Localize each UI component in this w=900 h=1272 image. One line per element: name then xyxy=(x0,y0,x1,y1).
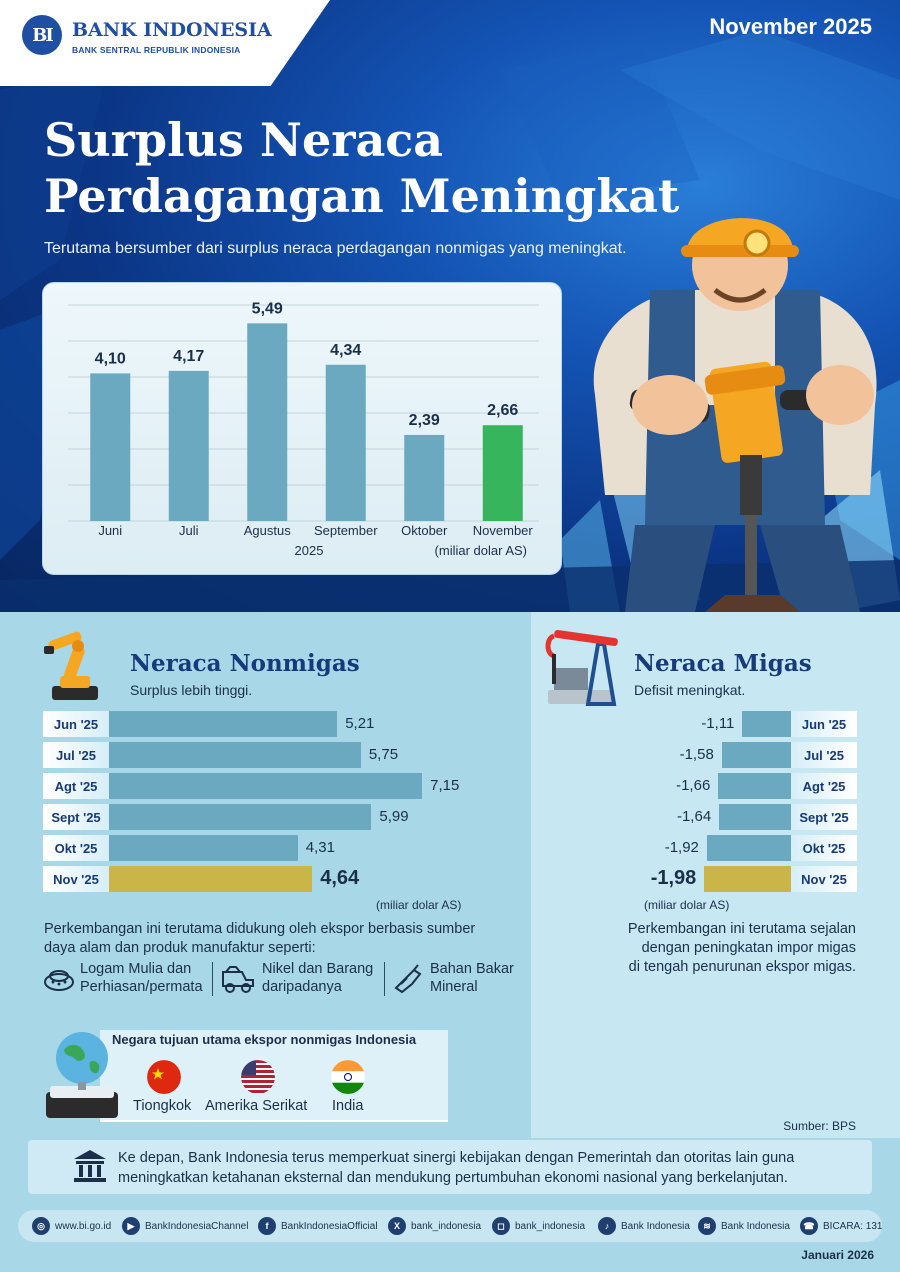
destinations-title: Negara tujuan utama ekspor nonmigas Indonesia xyxy=(112,1032,417,1047)
bar-oktober xyxy=(404,435,444,521)
india-flag-icon xyxy=(331,1060,365,1094)
bar-value-label: 5,21 xyxy=(345,715,375,732)
social-link-label: bank_indonesia xyxy=(411,1220,482,1232)
usa-flag-icon xyxy=(241,1060,275,1094)
x-tick-label: Juli xyxy=(178,523,199,538)
bar-row xyxy=(109,773,422,799)
org-subtitle: BANK SENTRAL REPUBLIK INDONESIA xyxy=(72,45,241,55)
migas-description xyxy=(628,920,856,977)
data-source: Sumber: BPS xyxy=(783,1119,856,1133)
product-jewelry-line-1: Logam Mulia dan xyxy=(80,961,192,977)
migas-description-line-3: di tengah penurunan ekspor migas. xyxy=(628,959,856,975)
bar-row xyxy=(109,835,298,861)
trade-balance-bar-chart xyxy=(43,283,563,576)
migas-subtitle: Defisit meningkat. xyxy=(634,682,746,698)
product-item-jewelry xyxy=(80,960,203,996)
x-tick-label: Juni xyxy=(98,523,123,538)
social-link-instagram[interactable] xyxy=(492,1216,585,1236)
social-link-label: Bank Indonesia xyxy=(721,1220,790,1232)
bar-value-label: 4,34 xyxy=(330,341,362,359)
month-label: Nov '25 xyxy=(791,866,857,892)
social-link-label: Bank Indonesia xyxy=(621,1220,690,1232)
x-tick-label: Oktober xyxy=(401,523,448,538)
nonmigas-description: Perkembangan ini terutama didukung oleh ekspor berbasis sumber daya alam dan produk manufaktur seperti: xyxy=(44,921,476,956)
social-link-tiktok[interactable] xyxy=(598,1216,690,1236)
product-nickel-line-1: Nikel dan Barang xyxy=(262,961,374,977)
migas-unit: (miliar dolar AS) xyxy=(644,898,730,912)
hero-section xyxy=(0,0,900,612)
product-fuel-line-1: Bahan Bakar xyxy=(430,961,514,977)
migas-description-line-1: Perkembangan ini terutama sejalan xyxy=(627,921,856,937)
country-usa: Amerika Serikat xyxy=(205,1098,308,1114)
bar-row xyxy=(109,866,312,892)
social-link-youtube[interactable] xyxy=(122,1216,248,1236)
x-tick-label: September xyxy=(313,523,378,538)
org-name: BANK INDONESIA xyxy=(72,19,272,41)
bar-value-label: 5,99 xyxy=(379,808,409,825)
migas-description-line-2: dengan peningkatan impor migas xyxy=(641,940,856,956)
bar-juni xyxy=(90,373,130,521)
month-label: Jun '25 xyxy=(791,711,857,737)
x-tick-label: November xyxy=(472,523,533,538)
nonmigas-unit: (miliar dolar AS) xyxy=(376,898,462,912)
month-label: Sept '25 xyxy=(43,804,109,830)
bar-row xyxy=(109,711,337,737)
bar-row xyxy=(742,711,791,737)
product-item-fuel xyxy=(430,960,514,996)
month-label: Okt '25 xyxy=(791,835,857,861)
chart-unit-label: (miliar dolar AS) xyxy=(434,543,527,558)
bar-value-label: -1,64 xyxy=(676,808,712,825)
month-label: Agt '25 xyxy=(791,773,857,799)
nonmigas-subtitle: Surplus lebih tinggi. xyxy=(130,682,253,698)
social-link-bicara[interactable] xyxy=(800,1216,882,1236)
month-label: Jun '25 xyxy=(43,711,109,737)
country-india: India xyxy=(332,1098,364,1114)
bar-row xyxy=(109,804,371,830)
bar-value-label: 4,31 xyxy=(305,839,335,856)
bar-value-label: 4,17 xyxy=(173,347,205,365)
title-line-1: Surplus Neraca xyxy=(44,113,444,167)
bar-row xyxy=(109,742,361,768)
instagram-icon: ◻ xyxy=(492,1217,510,1235)
miner-with-jackhammer-illustration xyxy=(575,195,900,612)
mining-truck-icon xyxy=(220,964,256,994)
country-china: Tiongkok xyxy=(133,1098,192,1114)
month-label: Sept '25 xyxy=(791,804,857,830)
bar-value-label: -1,98 xyxy=(650,867,697,889)
bar-value-label: -1,92 xyxy=(664,839,699,856)
bar-september xyxy=(326,365,366,521)
bar-row xyxy=(707,835,791,861)
month-label: Jul '25 xyxy=(43,742,109,768)
bar-value-label: 4,64 xyxy=(320,867,360,889)
product-jewelry-line-2: Perhiasan/permata xyxy=(80,979,203,995)
social-link-label: www.bi.go.id xyxy=(55,1220,112,1232)
product-item-nickel xyxy=(262,960,373,996)
robot-arm-icon xyxy=(40,624,110,704)
jewelry-icon xyxy=(42,964,76,994)
globe-icon: ◎ xyxy=(32,1217,50,1235)
month-label: Nov '25 xyxy=(43,866,109,892)
social-link-label: BankIndonesiaOfficial xyxy=(281,1220,378,1232)
month-label: Agt '25 xyxy=(43,773,109,799)
china-flag-icon xyxy=(147,1060,181,1094)
title-line-2: Perdagangan Meningkat xyxy=(44,169,680,223)
oil-pump-icon xyxy=(544,624,624,708)
facebook-icon: f xyxy=(258,1217,276,1235)
bar-row xyxy=(722,742,791,768)
bar-november xyxy=(483,425,523,521)
bar-value-label: 2,66 xyxy=(487,402,519,420)
closing-statement: Ke depan, Bank Indonesia terus memperkuat sinergi kebijakan dengan Pemerintah dan otoritas lain guna meningkatkan ketahanan eksternal dan mendukung pertumbuhan ekonomi nasional yang berkelanjutan. xyxy=(118,1150,795,1186)
nonmigas-title: Neraca Nonmigas xyxy=(130,650,360,677)
social-link-label: BankIndonesiaChannel xyxy=(145,1220,249,1232)
bar-value-label: 5,75 xyxy=(368,746,399,763)
fuel-nozzle-icon xyxy=(392,962,424,994)
social-link-spotify[interactable] xyxy=(698,1216,790,1236)
tiktok-icon: ♪ xyxy=(598,1217,616,1235)
bar-value-label: 2,39 xyxy=(408,411,440,429)
month-label: Jul '25 xyxy=(791,742,857,768)
month-label: Okt '25 xyxy=(43,835,109,861)
social-link-label: bank_indonesia xyxy=(515,1220,586,1232)
bar-row xyxy=(704,866,791,892)
social-link-globe[interactable] xyxy=(32,1216,111,1236)
trade-balance-chart-panel xyxy=(42,282,562,575)
migas-title: Neraca Migas xyxy=(634,650,812,677)
social-link-label: BICARA: 131 xyxy=(823,1220,883,1232)
bar-value-label: -1,11 xyxy=(701,715,735,732)
social-link-facebook[interactable] xyxy=(258,1216,378,1236)
bar-value-label: -1,58 xyxy=(679,746,714,763)
x-axis-label: 2025 xyxy=(294,543,324,558)
page-subtitle: Terutama bersumber dari surplus neraca perdagangan nonmigas yang meningkat. xyxy=(44,240,627,257)
product-nickel-line-2: daripadanya xyxy=(262,979,342,995)
bank-building-icon xyxy=(72,1148,108,1184)
report-period: November 2025 xyxy=(709,14,872,39)
bar-row xyxy=(718,773,791,799)
spotify-icon: ≋ xyxy=(698,1217,716,1235)
bicara-icon: ☎ xyxy=(800,1217,818,1235)
x-icon: X xyxy=(388,1217,406,1235)
bar-value-label: 5,49 xyxy=(251,300,283,318)
youtube-icon: ▶ xyxy=(122,1217,140,1235)
bar-value-label: -1,66 xyxy=(676,777,711,794)
bar-value-label: 4,10 xyxy=(94,350,126,368)
product-divider xyxy=(212,962,213,996)
bar-agustus xyxy=(247,323,287,521)
social-link-x[interactable] xyxy=(388,1216,481,1236)
bar-juli xyxy=(169,371,209,521)
x-tick-label: Agustus xyxy=(243,523,291,538)
bank-indonesia-logo-icon: BI xyxy=(22,15,62,55)
product-fuel-line-2: Mineral xyxy=(430,979,478,995)
bar-value-label: 7,15 xyxy=(430,777,460,794)
bar-row xyxy=(719,804,791,830)
publication-date: Januari 2026 xyxy=(801,1248,874,1262)
product-divider xyxy=(384,962,385,996)
